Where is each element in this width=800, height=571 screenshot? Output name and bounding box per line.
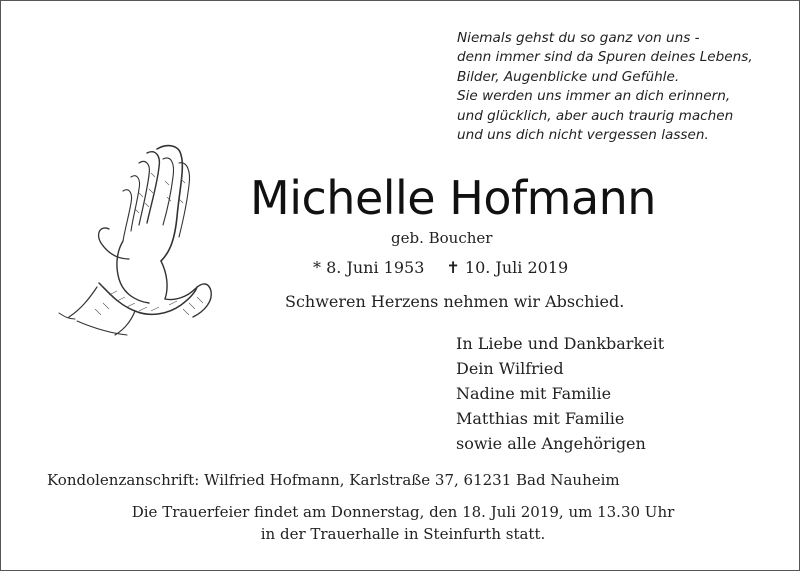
signoff-line: Matthias mit Familie <box>456 409 625 428</box>
deceased-name: Michelle Hofmann <box>250 171 656 225</box>
birth-date: * 8. Juni 1953 <box>313 258 425 277</box>
poem-line: Sie werden uns immer an dich erinnern, <box>457 88 731 105</box>
signoff-line: sowie alle Angehörigen <box>456 434 646 453</box>
funeral-line: Die Trauerfeier findet am Donnerstag, den 18. Juli 2019, um 13.30 Uhr <box>131 503 675 521</box>
signoff-line: In Liebe und Dankbarkeit <box>456 334 665 353</box>
funeral-line: in der Trauerhalle in Steinfurth statt. <box>260 525 546 543</box>
poem-line: und uns dich nicht vergessen lassen. <box>457 127 709 144</box>
signoff <box>456 331 664 456</box>
praying-hands-icon <box>39 133 229 343</box>
funeral-info <box>1 501 800 545</box>
life-dates <box>313 258 568 277</box>
birth-name: geb. Boucher <box>391 229 493 247</box>
poem-line: Niemals gehst du so ganz von uns - <box>457 30 700 46</box>
signoff-line: Nadine mit Familie <box>456 384 612 403</box>
condolence-address: Kondolenzanschrift: Wilfried Hofmann, Karlstraße 37, 61231 Bad Nauheim <box>47 471 620 489</box>
poem-line: denn immer sind da Spuren deines Lebens, <box>457 49 753 66</box>
signoff-line: Dein Wilfried <box>456 359 564 378</box>
farewell-line: Schweren Herzens nehmen wir Abschied. <box>285 292 625 311</box>
poem <box>457 29 787 145</box>
death-date: ✝ 10. Juli 2019 <box>446 258 569 277</box>
poem-line: und glücklich, aber auch traurig machen <box>457 107 734 124</box>
poem-line: Bilder, Augenblicke und Gefühle. <box>457 68 680 85</box>
